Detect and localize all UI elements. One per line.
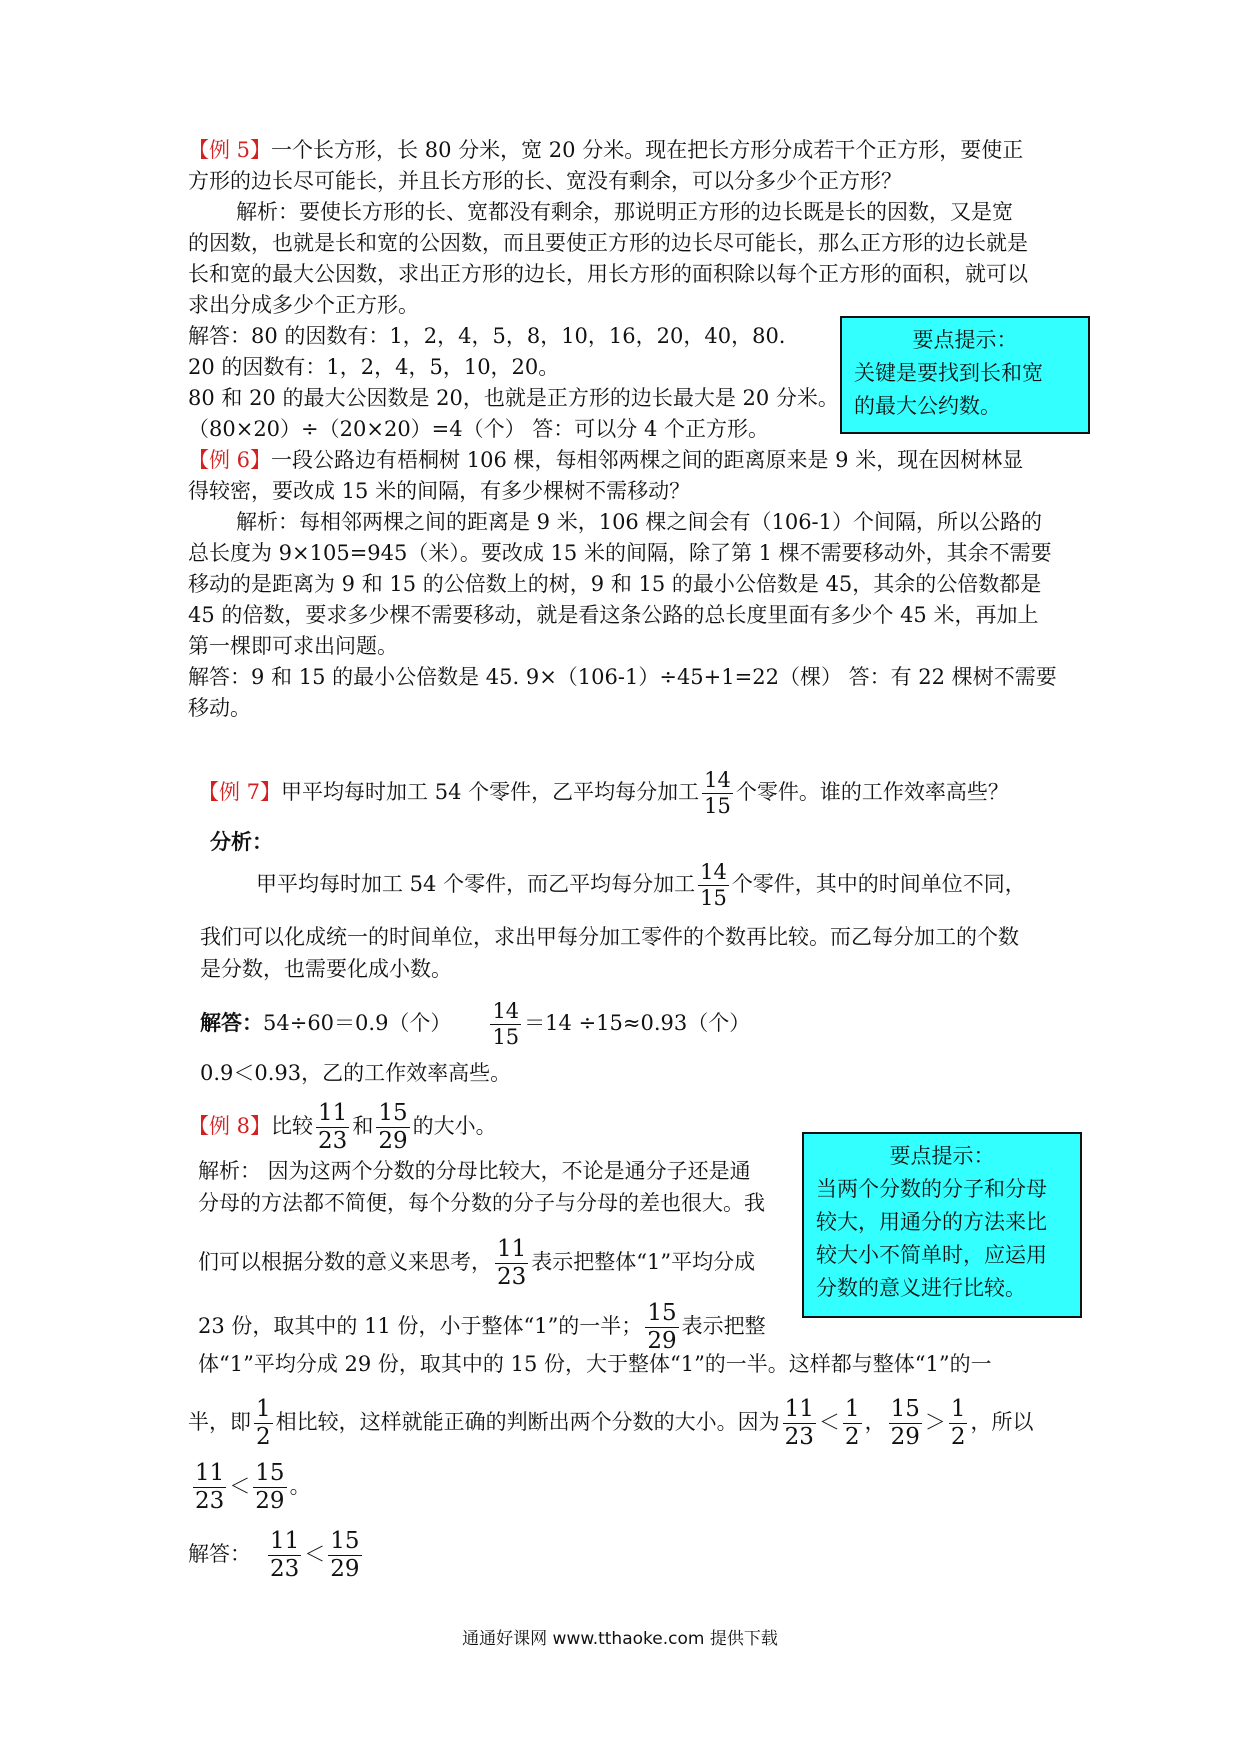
ex8-question: 【例 8】比较 $\frac{11}{23}$ 和 $\frac{15}{29}$ 的大小。 [188, 1100, 497, 1154]
ex5-solution-line4: （80×20）÷（20×20）=4（个） 答：可以分 4 个正方形。 [188, 417, 770, 441]
ex5-question-line2: 方形的边长尽可能长，并且长方形的长、宽没有剩余，可以分多少个正方形？ [188, 169, 902, 193]
ex7-fraction-14-15: $\frac{14}{15}$ [704, 768, 731, 818]
ex5-tip-title: 要点提示： [912, 328, 1018, 352]
ex5-analysis-line2: 的因数，也就是长和宽的公因数，而且要使正方形的边长尽可能长，那么正方形的边长就是 [188, 231, 1028, 255]
ex8-fraction-11-23: $\frac{11}{23}$ [318, 1100, 348, 1154]
ex8-analysis-line4: 23 份，取其中的 11 份，小于整体“1”的一半； $\frac{15}{29}$ 表示把整 [198, 1300, 766, 1354]
ex7-analysis-line1: 甲平均每时加工 54 个零件，而乙平均每分加工 $\frac{14}{15}$ 个零件，其中的时间单位不同， [256, 860, 1026, 910]
page-footer: 通通好课网 www.tthaoke.com 提供下载 [462, 1629, 778, 1649]
ex8-analysis-line2: 分母的方法都不简便，每个分数的分子与分母的差也很大。我 [198, 1191, 765, 1215]
ex8-solution: 解答： $\frac{11}{23}$ ＜ $\frac{15}{29}$ [188, 1528, 360, 1582]
ex8-tip-box [802, 1132, 1082, 1318]
ex6-analysis-line3: 移动的是距离为 9 和 15 的公倍数上的树，9 和 15 的最小公倍数是 45，其余的公倍数都是 [188, 572, 1042, 596]
ex5-tip-box [840, 316, 1090, 434]
ex5-analysis-line1: 解析：要使长方形的长、宽都没有剩余，那说明正方形的边长既是长的因数，又是宽 [236, 200, 1013, 224]
ex6-analysis-line4: 45 的倍数，要求多少棵不需要移动，就是看这条公路的总长度里面有多少个 45 米，再加上 [188, 603, 1039, 627]
ex8-tip-line2: 较大，用通分的方法来比 [816, 1210, 1047, 1234]
ex5-solution-line2: 20 的因数有：1，2，4，5，10，20。 [188, 355, 560, 379]
ex8-analysis-line5: 体“1”平均分成 29 份，取其中的 15 份，大于整体“1”的一半。这样都与整体“1”的一 [198, 1352, 992, 1376]
ex6-question-line2: 得较密，要改成 15 米的间隔，有多少棵树不需移动？ [188, 479, 691, 503]
ex8-tip-line1: 当两个分数的分子和分母 [816, 1177, 1047, 1201]
ex6-analysis-line2: 总长度为 9×105=945（米）。要改成 15 米的间隔，除了第 1 棵不需要移动外，其余不需要 [188, 541, 1052, 565]
ex7-analysis-heading: 分析： [210, 829, 273, 854]
ex5-analysis-line3: 长和宽的最大公因数，求出正方形的边长，用长方形的面积除以每个正方形的面积，就可以 [188, 262, 1028, 286]
ex5-tip-line1: 关键是要找到长和宽 [854, 361, 1043, 385]
ex7-analysis-line2: 我们可以化成统一的时间单位，求出甲每分加工零件的个数再比较。而乙每分加工的个数 [200, 925, 1019, 949]
ex6-analysis-line1: 解析：每相邻两棵之间的距离是 9 米，106 棵之间会有（106-1）个间隔，所以公路的 [236, 510, 1043, 534]
ex8-analysis-line3: 们可以根据分数的意义来思考， $\frac{11}{23}$ 表示把整体“1”平均分成 [198, 1236, 756, 1290]
ex7-solution-line2: 0.9＜0.93，乙的工作效率高些。 [200, 1061, 512, 1085]
ex8-analysis-line1: 解析： 因为这两个分数的分母比较大，不论是通分子还是通 [198, 1159, 751, 1183]
ex8-tip-line4: 分数的意义进行比较。 [816, 1276, 1026, 1300]
ex6-question-line1: 【例 6】一段公路边有梧桐树 106 棵，每相邻两棵之间的距离原来是 9 米，现在因树林显 [188, 448, 1024, 472]
ex7-analysis-fraction: $\frac{14}{15}$ [700, 860, 727, 910]
ex7-analysis-line3: 是分数，也需要化成小数。 [200, 957, 452, 981]
ex5-tag: 【例 5】 [188, 138, 272, 162]
ex6-solution-line2: 移动。 [188, 696, 251, 720]
ex7-solution-fraction: $\frac{14}{15}$ [492, 999, 520, 1049]
ex8-tip-line3: 较大小不简单时，应运用 [816, 1243, 1047, 1267]
ex8-analysis-line6: 半，即 $\frac{1}{2}$ 相比较，这样就能正确的判断出两个分数的大小。因为 $\frac{11}{23}$ ＜ $\frac{1}{2}$ ， $\frac{15}{29}$ ＞ $\frac{1}{2}$ ，所以 [188, 1396, 1034, 1450]
ex5-question-line1: 【例 5】一个长方形，长 80 分米，宽 20 分米。现在把长方形分成若干个正方形，要使正 [188, 138, 1024, 162]
ex6-analysis-line5: 第一棵即可求出问题。 [188, 634, 398, 658]
ex7-tag: 【例 7】 [198, 780, 282, 804]
ex8-tip-title: 要点提示： [889, 1144, 995, 1168]
ex5-solution-line3: 80 和 20 的最大公因数是 20，也就是正方形的边长最大是 20 分米。 [188, 386, 839, 410]
ex6-tag: 【例 6】 [188, 448, 272, 472]
ex8-analysis-line7: $\frac{11}{23}$ ＜ $\frac{15}{29}$ 。 [195, 1460, 311, 1514]
ex7-question: 【例 7】甲平均每时加工 54 个零件，乙平均每分加工 $\frac{14}{15}$ 个零件。谁的工作效率高些？ [198, 768, 1009, 818]
ex8-tag: 【例 8】 [188, 1114, 272, 1138]
ex5-solution-line1: 解答：80 的因数有：1，2，4，5，8，10，16，20，40，80. [188, 324, 786, 348]
ex7-solution-line1: 解答：54÷60＝0.9（个） $\frac{14}{15}$ ＝14 ÷15≈0.93（个） [200, 999, 751, 1049]
ex5-tip-line2: 的最大公约数。 [854, 394, 1001, 418]
ex6-solution-line1: 解答：9 和 15 的最小公倍数是 45. 9×（106-1）÷45+1=22（棵） 答：有 22 棵树不需要 [188, 665, 1057, 689]
ex5-analysis-line4: 求出分成多少个正方形。 [188, 293, 419, 317]
ex8-fraction-15-29: $\frac{15}{29}$ [378, 1100, 408, 1154]
